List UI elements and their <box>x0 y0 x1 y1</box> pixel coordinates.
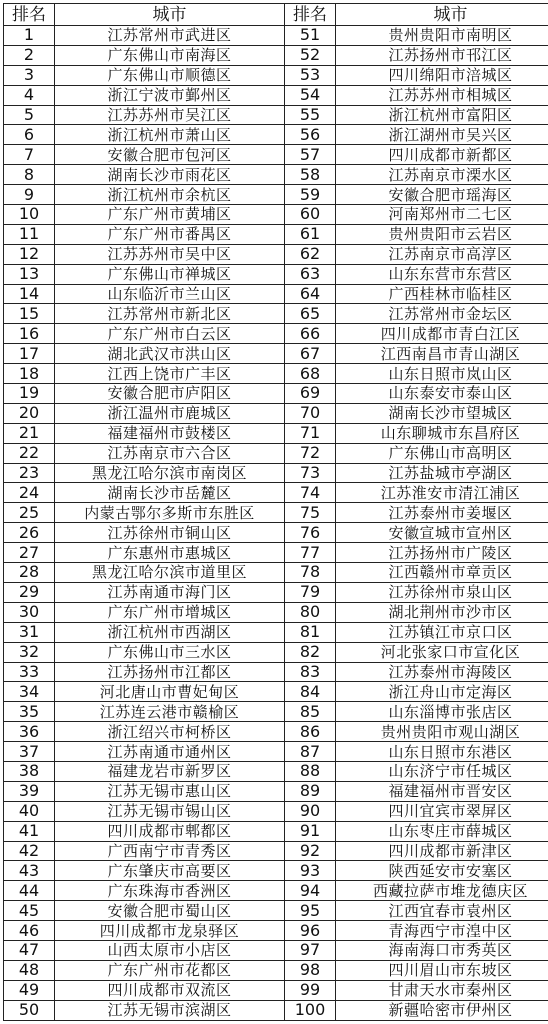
city-cell: 甘肃天水市秦州区 <box>336 980 548 1000</box>
city-cell: 江西南昌市青山湖区 <box>336 344 548 364</box>
table-row <box>4 65 548 85</box>
rank-cell: 31 <box>4 622 55 642</box>
rank-cell: 80 <box>285 602 336 622</box>
ranking-table <box>3 3 548 1021</box>
rank-cell: 6 <box>4 125 55 145</box>
table-row <box>4 304 548 324</box>
rank-cell: 49 <box>4 980 55 1000</box>
rank-header-left: 排名 <box>4 4 55 26</box>
rank-cell: 57 <box>285 145 336 165</box>
rank-header-right: 排名 <box>285 4 336 26</box>
rank-cell: 27 <box>4 543 55 563</box>
city-cell: 江苏常州市新北区 <box>55 304 285 324</box>
rank-cell: 40 <box>4 801 55 821</box>
city-cell: 江苏泰州市海陵区 <box>336 662 548 682</box>
city-cell: 江苏扬州市邗江区 <box>336 45 548 65</box>
rank-cell: 94 <box>285 881 336 901</box>
city-cell: 四川宜宾市翠屏区 <box>336 801 548 821</box>
rank-cell: 41 <box>4 821 55 841</box>
rank-cell: 62 <box>285 244 336 264</box>
city-cell: 广西南宁市青秀区 <box>55 841 285 861</box>
table-row <box>4 423 548 443</box>
rank-cell: 33 <box>4 662 55 682</box>
table-row <box>4 364 548 384</box>
table-row <box>4 742 548 762</box>
table-row <box>4 224 548 244</box>
rank-cell: 38 <box>4 761 55 781</box>
table-row <box>4 761 548 781</box>
table-row <box>4 980 548 1000</box>
city-cell: 河北唐山市曹妃甸区 <box>55 682 285 702</box>
rank-cell: 34 <box>4 682 55 702</box>
city-cell: 江苏徐州市铜山区 <box>55 523 285 543</box>
city-cell: 江苏无锡市滨湖区 <box>55 1000 285 1020</box>
city-cell: 河南郑州市二七区 <box>336 205 548 225</box>
rank-cell: 25 <box>4 503 55 523</box>
table-row <box>4 463 548 483</box>
city-cell: 贵州贵阳市云岩区 <box>336 224 548 244</box>
city-cell: 四川成都市龙泉驿区 <box>55 921 285 941</box>
table-row <box>4 145 548 165</box>
table-row <box>4 45 548 65</box>
city-cell: 四川成都市双流区 <box>55 980 285 1000</box>
city-cell: 河北张家口市宣化区 <box>336 642 548 662</box>
rank-cell: 67 <box>285 344 336 364</box>
city-cell: 黑龙江哈尔滨市南岗区 <box>55 463 285 483</box>
city-cell: 广东广州市黄埔区 <box>55 205 285 225</box>
city-cell: 山东聊城市东昌府区 <box>336 423 548 443</box>
city-cell: 四川成都市青白江区 <box>336 324 548 344</box>
rank-cell: 63 <box>285 264 336 284</box>
city-cell: 四川成都市郫都区 <box>55 821 285 841</box>
rank-cell: 90 <box>285 801 336 821</box>
city-cell: 江苏南京市溧水区 <box>336 165 548 185</box>
table-row <box>4 105 548 125</box>
table-row <box>4 324 548 344</box>
city-cell: 江苏南通市通州区 <box>55 742 285 762</box>
city-cell: 江苏常州市金坛区 <box>336 304 548 324</box>
city-cell: 江苏常州市武进区 <box>55 26 285 46</box>
rank-cell: 66 <box>285 324 336 344</box>
city-cell: 江苏盐城市亭湖区 <box>336 463 548 483</box>
city-cell: 福建龙岩市新罗区 <box>55 761 285 781</box>
table-row <box>4 801 548 821</box>
rank-cell: 69 <box>285 384 336 404</box>
rank-cell: 11 <box>4 224 55 244</box>
city-cell: 浙江湖州市吴兴区 <box>336 125 548 145</box>
city-cell: 广东佛山市高明区 <box>336 443 548 463</box>
rank-cell: 92 <box>285 841 336 861</box>
rank-cell: 70 <box>285 403 336 423</box>
city-cell: 广东广州市增城区 <box>55 602 285 622</box>
city-cell: 浙江舟山市定海区 <box>336 682 548 702</box>
city-cell: 内蒙古鄂尔多斯市东胜区 <box>55 503 285 523</box>
city-cell: 山东泰安市泰山区 <box>336 384 548 404</box>
city-cell: 湖南长沙市雨花区 <box>55 165 285 185</box>
rank-cell: 81 <box>285 622 336 642</box>
city-cell: 江苏苏州市吴江区 <box>55 105 285 125</box>
rank-cell: 84 <box>285 682 336 702</box>
table-row <box>4 861 548 881</box>
city-cell: 广东广州市白云区 <box>55 324 285 344</box>
rank-cell: 35 <box>4 702 55 722</box>
city-header-right: 城市 <box>336 4 548 26</box>
rank-cell: 64 <box>285 284 336 304</box>
city-cell: 安徽宣城市宣州区 <box>336 523 548 543</box>
city-cell: 黑龙江哈尔滨市道里区 <box>55 563 285 583</box>
city-cell: 山东东营市东营区 <box>336 264 548 284</box>
city-cell: 青海西宁市湟中区 <box>336 921 548 941</box>
rank-cell: 87 <box>285 742 336 762</box>
city-header-left: 城市 <box>55 4 285 26</box>
table-row <box>4 26 548 46</box>
rank-cell: 86 <box>285 722 336 742</box>
rank-cell: 24 <box>4 483 55 503</box>
rank-cell: 10 <box>4 205 55 225</box>
rank-cell: 15 <box>4 304 55 324</box>
rank-cell: 18 <box>4 364 55 384</box>
rank-cell: 4 <box>4 85 55 105</box>
rank-cell: 50 <box>4 1000 55 1020</box>
rank-cell: 82 <box>285 642 336 662</box>
city-cell: 浙江温州市鹿城区 <box>55 403 285 423</box>
table-row <box>4 921 548 941</box>
city-cell: 浙江杭州市富阳区 <box>336 105 548 125</box>
table-row <box>4 1000 548 1020</box>
city-cell: 江苏南通市海门区 <box>55 582 285 602</box>
city-cell: 湖南长沙市岳麓区 <box>55 483 285 503</box>
rank-cell: 32 <box>4 642 55 662</box>
table-row <box>4 781 548 801</box>
city-cell: 江苏无锡市锡山区 <box>55 801 285 821</box>
city-cell: 广东广州市番禺区 <box>55 224 285 244</box>
rank-cell: 17 <box>4 344 55 364</box>
city-cell: 江苏南京市高淳区 <box>336 244 548 264</box>
city-cell: 安徽合肥市庐阳区 <box>55 384 285 404</box>
table-row <box>4 205 548 225</box>
rank-cell: 51 <box>285 26 336 46</box>
city-cell: 江西上饶市广丰区 <box>55 364 285 384</box>
rank-cell: 93 <box>285 861 336 881</box>
rank-cell: 47 <box>4 940 55 960</box>
rank-cell: 7 <box>4 145 55 165</box>
rank-cell: 97 <box>285 940 336 960</box>
city-cell: 江苏徐州市泉山区 <box>336 582 548 602</box>
rank-cell: 9 <box>4 185 55 205</box>
city-cell: 江苏镇江市京口区 <box>336 622 548 642</box>
rank-cell: 36 <box>4 722 55 742</box>
city-cell: 四川眉山市东坡区 <box>336 960 548 980</box>
table-row <box>4 85 548 105</box>
rank-cell: 72 <box>285 443 336 463</box>
rank-cell: 65 <box>285 304 336 324</box>
city-cell: 江西宜春市袁州区 <box>336 901 548 921</box>
city-cell: 广东肇庆市高要区 <box>55 861 285 881</box>
rank-cell: 29 <box>4 582 55 602</box>
table-row <box>4 503 548 523</box>
rank-cell: 58 <box>285 165 336 185</box>
rank-cell: 59 <box>285 185 336 205</box>
city-cell: 山东日照市岚山区 <box>336 364 548 384</box>
city-cell: 湖北武汉市洪山区 <box>55 344 285 364</box>
city-cell: 新疆哈密市伊州区 <box>336 1000 548 1020</box>
city-cell: 浙江杭州市西湖区 <box>55 622 285 642</box>
rank-cell: 95 <box>285 901 336 921</box>
table-row <box>4 125 548 145</box>
city-cell: 江苏无锡市惠山区 <box>55 781 285 801</box>
rank-cell: 22 <box>4 443 55 463</box>
table-row <box>4 682 548 702</box>
rank-cell: 46 <box>4 921 55 941</box>
city-cell: 浙江杭州市余杭区 <box>55 185 285 205</box>
table-row <box>4 244 548 264</box>
rank-cell: 39 <box>4 781 55 801</box>
rank-cell: 43 <box>4 861 55 881</box>
rank-cell: 26 <box>4 523 55 543</box>
table-row <box>4 841 548 861</box>
table-row <box>4 165 548 185</box>
table-row <box>4 185 548 205</box>
rank-cell: 74 <box>285 483 336 503</box>
rank-cell: 85 <box>285 702 336 722</box>
city-cell: 江西赣州市章贡区 <box>336 563 548 583</box>
city-cell: 广东珠海市香洲区 <box>55 881 285 901</box>
rank-cell: 21 <box>4 423 55 443</box>
rank-cell: 73 <box>285 463 336 483</box>
city-cell: 广东广州市花都区 <box>55 960 285 980</box>
city-cell: 广东佛山市三水区 <box>55 642 285 662</box>
city-cell: 安徽合肥市瑶海区 <box>336 185 548 205</box>
rank-cell: 2 <box>4 45 55 65</box>
table-row <box>4 602 548 622</box>
city-cell: 贵州贵阳市观山湖区 <box>336 722 548 742</box>
table-row <box>4 284 548 304</box>
rank-cell: 75 <box>285 503 336 523</box>
city-cell: 广东佛山市顺德区 <box>55 65 285 85</box>
rank-cell: 68 <box>285 364 336 384</box>
rank-cell: 54 <box>285 85 336 105</box>
rank-cell: 30 <box>4 602 55 622</box>
table-row <box>4 563 548 583</box>
rank-cell: 76 <box>285 523 336 543</box>
table-row <box>4 821 548 841</box>
city-cell: 广西桂林市临桂区 <box>336 284 548 304</box>
rank-cell: 14 <box>4 284 55 304</box>
city-cell: 浙江宁波市鄞州区 <box>55 85 285 105</box>
rank-cell: 13 <box>4 264 55 284</box>
rank-cell: 52 <box>285 45 336 65</box>
table-row <box>4 960 548 980</box>
rank-cell: 8 <box>4 165 55 185</box>
city-cell: 湖北荆州市沙市区 <box>336 602 548 622</box>
city-cell: 福建福州市鼓楼区 <box>55 423 285 443</box>
rank-cell: 12 <box>4 244 55 264</box>
city-cell: 浙江绍兴市柯桥区 <box>55 722 285 742</box>
rank-cell: 20 <box>4 403 55 423</box>
city-cell: 贵州贵阳市南明区 <box>336 26 548 46</box>
city-cell: 安徽合肥市蜀山区 <box>55 901 285 921</box>
table-row <box>4 642 548 662</box>
city-cell: 浙江杭州市萧山区 <box>55 125 285 145</box>
table-row <box>4 881 548 901</box>
city-cell: 福建福州市晋安区 <box>336 781 548 801</box>
rank-cell: 79 <box>285 582 336 602</box>
city-cell: 广东惠州市惠城区 <box>55 543 285 563</box>
city-cell: 海南海口市秀英区 <box>336 940 548 960</box>
rank-cell: 96 <box>285 921 336 941</box>
table-row <box>4 940 548 960</box>
rank-cell: 37 <box>4 742 55 762</box>
city-cell: 山东济宁市任城区 <box>336 761 548 781</box>
city-cell: 山东日照市东港区 <box>336 742 548 762</box>
rank-cell: 55 <box>285 105 336 125</box>
city-cell: 广东佛山市南海区 <box>55 45 285 65</box>
table-row <box>4 702 548 722</box>
city-cell: 江苏苏州市吴中区 <box>55 244 285 264</box>
rank-cell: 5 <box>4 105 55 125</box>
table-row <box>4 523 548 543</box>
rank-cell: 48 <box>4 960 55 980</box>
rank-cell: 3 <box>4 65 55 85</box>
table-row <box>4 403 548 423</box>
table-row <box>4 483 548 503</box>
city-cell: 四川绵阳市涪城区 <box>336 65 548 85</box>
city-cell: 江苏连云港市赣榆区 <box>55 702 285 722</box>
rank-cell: 78 <box>285 563 336 583</box>
table-row <box>4 264 548 284</box>
rank-cell: 77 <box>285 543 336 563</box>
city-cell: 江苏南京市六合区 <box>55 443 285 463</box>
rank-cell: 53 <box>285 65 336 85</box>
table-row <box>4 443 548 463</box>
table-row <box>4 543 548 563</box>
rank-cell: 61 <box>285 224 336 244</box>
city-cell: 江苏扬州市广陵区 <box>336 543 548 563</box>
city-cell: 山东淄博市张店区 <box>336 702 548 722</box>
city-cell: 陕西延安市安塞区 <box>336 861 548 881</box>
rank-cell: 89 <box>285 781 336 801</box>
rank-cell: 56 <box>285 125 336 145</box>
rank-cell: 60 <box>285 205 336 225</box>
city-cell: 江苏泰州市姜堰区 <box>336 503 548 523</box>
table-row <box>4 901 548 921</box>
rank-cell: 44 <box>4 881 55 901</box>
city-cell: 四川成都市新津区 <box>336 841 548 861</box>
rank-cell: 88 <box>285 761 336 781</box>
rank-cell: 99 <box>285 980 336 1000</box>
city-cell: 江苏淮安市清江浦区 <box>336 483 548 503</box>
table-row <box>4 344 548 364</box>
city-cell: 安徽合肥市包河区 <box>55 145 285 165</box>
rank-cell: 23 <box>4 463 55 483</box>
rank-cell: 91 <box>285 821 336 841</box>
city-cell: 西藏拉萨市堆龙德庆区 <box>336 881 548 901</box>
table-row <box>4 384 548 404</box>
table-row <box>4 662 548 682</box>
rank-cell: 71 <box>285 423 336 443</box>
city-cell: 山东临沂市兰山区 <box>55 284 285 304</box>
rank-cell: 16 <box>4 324 55 344</box>
rank-cell: 19 <box>4 384 55 404</box>
rank-cell: 42 <box>4 841 55 861</box>
city-cell: 江苏苏州市相城区 <box>336 85 548 105</box>
city-cell: 四川成都市新都区 <box>336 145 548 165</box>
table-row <box>4 722 548 742</box>
city-cell: 广东佛山市禅城区 <box>55 264 285 284</box>
table-body <box>4 26 548 1021</box>
rank-cell: 98 <box>285 960 336 980</box>
city-cell: 江苏扬州市江都区 <box>55 662 285 682</box>
table-row <box>4 622 548 642</box>
rank-cell: 100 <box>285 1000 336 1020</box>
city-cell: 山西太原市小店区 <box>55 940 285 960</box>
rank-cell: 45 <box>4 901 55 921</box>
city-cell: 山东枣庄市薛城区 <box>336 821 548 841</box>
rank-cell: 83 <box>285 662 336 682</box>
table-row <box>4 582 548 602</box>
header-row <box>4 4 548 26</box>
rank-cell: 1 <box>4 26 55 46</box>
city-cell: 湖南长沙市望城区 <box>336 403 548 423</box>
rank-cell: 28 <box>4 563 55 583</box>
